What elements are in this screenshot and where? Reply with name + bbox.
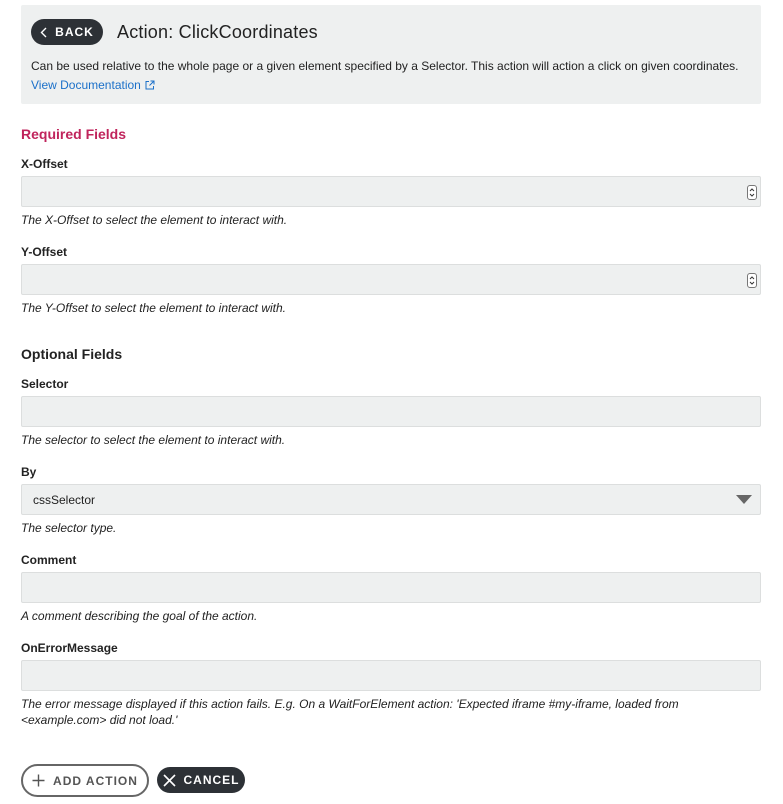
y-offset-input[interactable] xyxy=(21,264,761,295)
on-error-message-label: OnErrorMessage xyxy=(21,641,118,655)
close-icon xyxy=(163,774,176,787)
x-offset-label: X-Offset xyxy=(21,157,68,171)
doc-link-label: View Documentation xyxy=(31,78,141,92)
back-button[interactable] xyxy=(31,19,103,45)
comment-input[interactable] xyxy=(21,572,761,603)
back-button-label: BACK xyxy=(55,25,94,39)
on-error-message-help: The error message displayed if this action fails. E.g. On a WaitForElement action: 'Expected iframe #my-iframe, loaded from <example.com> did not load.' xyxy=(21,697,679,727)
cancel-label: CANCEL xyxy=(183,773,240,787)
selector-help: The selector to select the element to interact with. xyxy=(21,433,286,447)
view-documentation-link[interactable] xyxy=(31,78,155,92)
by-help: The selector type. xyxy=(21,521,117,535)
chevron-left-icon xyxy=(40,27,47,38)
action-description: Can be used relative to the whole page or a given element specified by a Selector. This action will action a click on given coordinates. xyxy=(31,59,739,73)
comment-help: A comment describing the goal of the action. xyxy=(21,609,258,623)
y-offset-label: Y-Offset xyxy=(21,245,68,259)
by-label: By xyxy=(21,465,37,479)
required-fields-title: Required Fields xyxy=(21,126,127,142)
comment-label: Comment xyxy=(21,553,77,567)
by-selected-value: cssSelector xyxy=(33,493,96,507)
spinner-icon xyxy=(749,275,755,286)
plus-icon xyxy=(32,774,45,787)
add-action-button[interactable] xyxy=(21,764,149,797)
selector-input[interactable] xyxy=(21,396,761,427)
y-offset-help: The Y-Offset to select the element to interact with. xyxy=(21,301,287,315)
cancel-button[interactable] xyxy=(157,767,245,793)
x-offset-spinner[interactable] xyxy=(747,185,757,200)
page-title: Action: ClickCoordinates xyxy=(117,22,318,42)
by-select[interactable] xyxy=(21,484,761,515)
optional-fields-title: Optional Fields xyxy=(21,346,123,362)
selector-label: Selector xyxy=(21,377,69,391)
on-error-message-input[interactable] xyxy=(21,660,761,691)
spinner-icon xyxy=(749,187,755,198)
add-action-label: ADD ACTION xyxy=(53,773,138,788)
dropdown-arrow-icon xyxy=(736,495,752,505)
x-offset-help: The X-Offset to select the element to interact with. xyxy=(21,213,288,227)
external-link-icon xyxy=(145,80,155,90)
y-offset-spinner[interactable] xyxy=(747,273,757,288)
action-header xyxy=(21,5,761,104)
x-offset-input[interactable] xyxy=(21,176,761,207)
